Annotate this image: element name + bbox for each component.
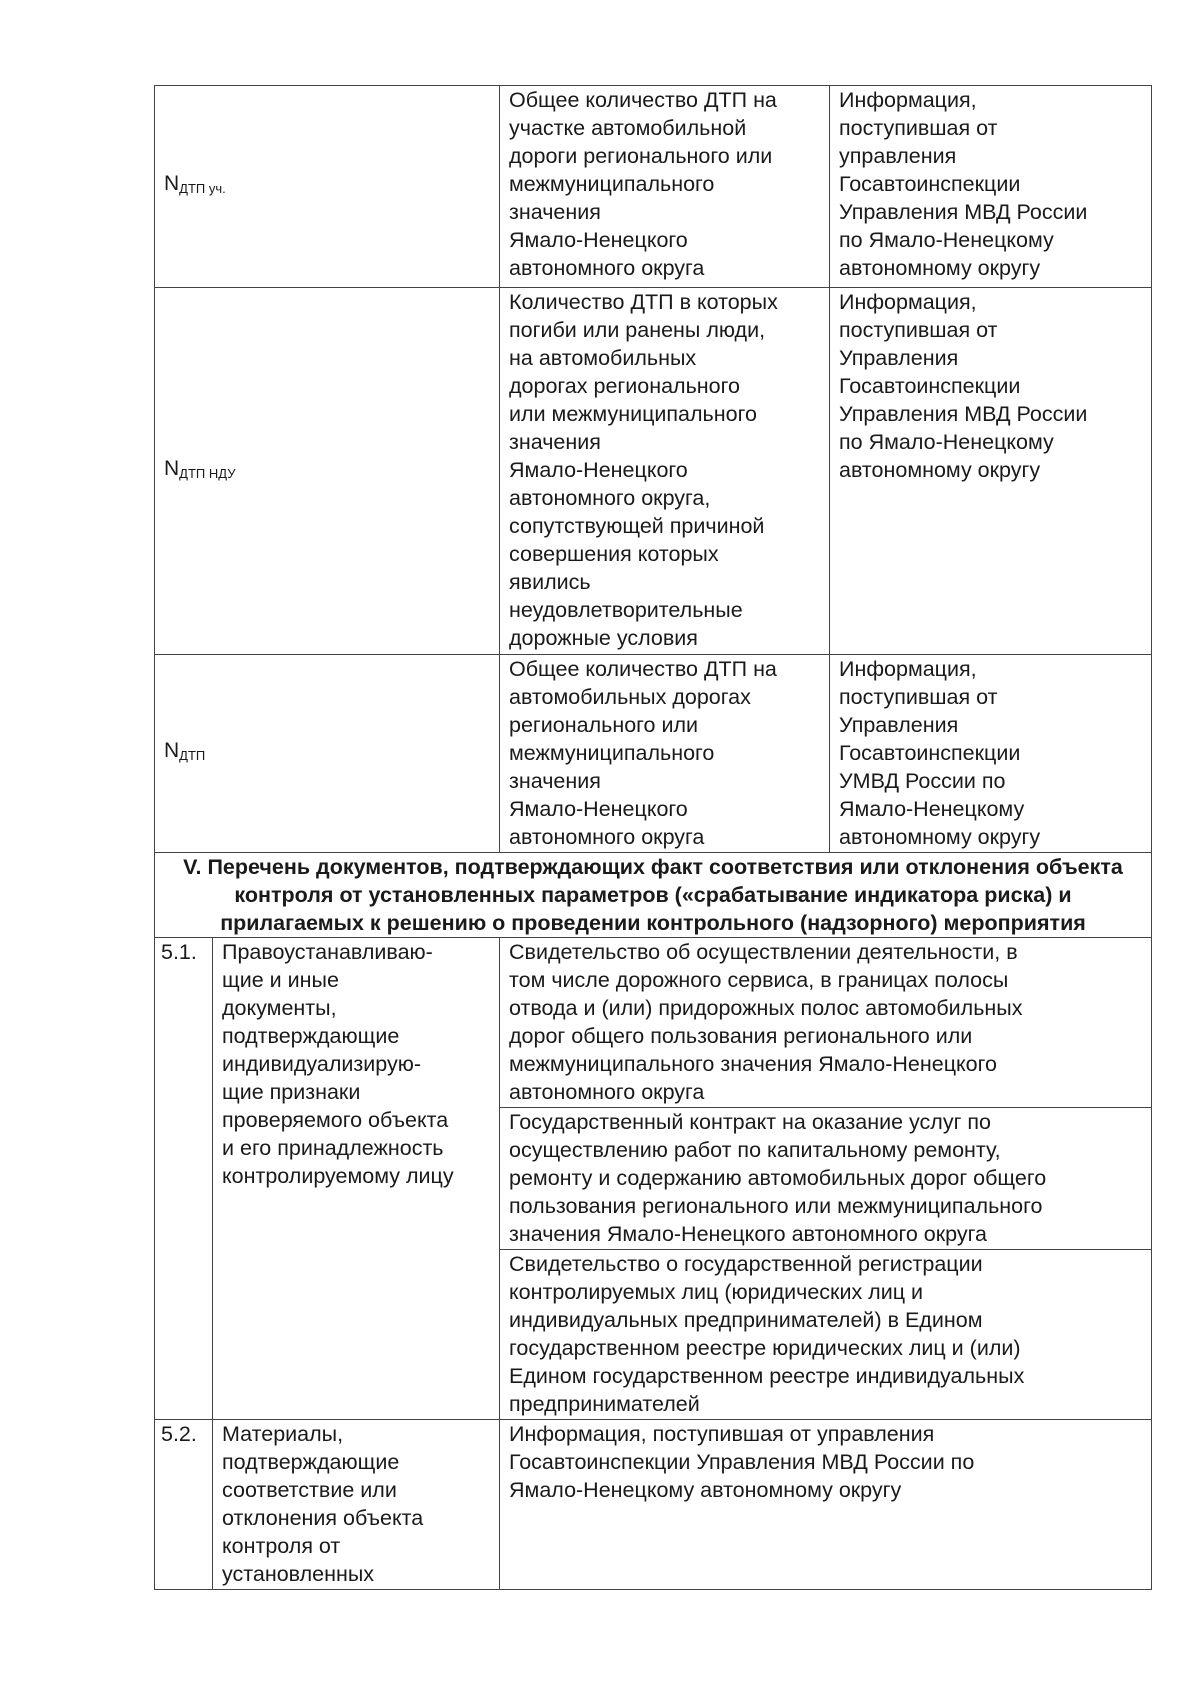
indicator-description: Общее количество ДТП на участке автомобильной дороги регионального или межмуниципального значения Ямало-Ненецкого автономного округа — [500, 86, 830, 288]
indicator-source: Информация, поступившая от Управления Госавтоинспекции УМВД России по Ямало-Ненецкому автономному округу — [830, 655, 1152, 853]
table-row — [155, 86, 1152, 288]
indicators-table — [154, 85, 1152, 1590]
document-cell: Информация, поступившая от управления Госавтоинспекции Управления МВД России по Ямало-Ненецкому автономному округу — [500, 1420, 1152, 1590]
item-number: 5.2. — [155, 1420, 213, 1590]
table-row — [155, 288, 1152, 655]
document-page — [154, 85, 1151, 1590]
document-cell: Государственный контракт на оказание услуг по осуществлению работ по капитальному ремонту, ремонту и содержанию автомобильных дорог общего пользования регионального или межмуниципального значения Ямало-Ненецкого автономного округа — [500, 1108, 1152, 1250]
indicator-description: Количество ДТП в которых погиби или ранены люди, на автомобильных дорогах регионального или межмуниципального значения Ямало-Ненецкого автономного округа, сопутствующей причиной совершения которых явились неудовлетворительные дорожные условия — [500, 288, 830, 655]
indicator-description: Общее количество ДТП на автомобильных дорогах регионального или межмуниципального значения Ямало-Ненецкого автономного округа — [500, 655, 830, 853]
document-cell: Свидетельство о государственной регистрации контролируемых лиц (юридических лиц и индивидуальных предпринимателей) в Едином государственном реестре юридических лиц и (или) Едином государственном реестре индивидуальных предпринимателей — [500, 1250, 1152, 1420]
item-title: Материалы, подтверждающие соответствие или отклонения объекта контроля от установленных — [213, 1420, 500, 1590]
item-number: 5.1. — [155, 938, 213, 1420]
item-title: Правоустанавливаю- щие и иные документы, подтверждающие индивидуализирую- щие признаки проверяемого объекта и его принадлежность контролируемому лицу — [213, 938, 500, 1420]
indicator-symbol: $N_{ДТП НДУ}$ — [155, 288, 500, 655]
table-row — [155, 938, 1152, 1108]
document-cell: Свидетельство об осуществлении деятельности, в том числе дорожного сервиса, в границах полосы отвода и (или) придорожных полос автомобильных дорог общего пользования регионального или межмуниципального значения Ямало-Ненецкого автономного округа — [500, 938, 1152, 1108]
table-row — [155, 1420, 1152, 1590]
section-header-row — [155, 853, 1152, 938]
indicator-symbol: $N_{ДТП}$ — [155, 655, 500, 853]
section-header: V. Перечень документов, подтверждающих факт соответствия или отклонения объекта контроля от установленных параметров («срабатывание индикатора риска) и прилагаемых к решению о проведении контрольного (надзорного) мероприятия — [155, 853, 1152, 938]
table-row — [155, 655, 1152, 853]
indicator-source: Информация, поступившая от Управления Госавтоинспекции Управления МВД России по Ямало-Ненецкому автономному округу — [830, 288, 1152, 655]
indicator-symbol: $N_{ДТП уч.}$ — [155, 86, 500, 288]
indicator-source: Информация, поступившая от управления Госавтоинспекции Управления МВД России по Ямало-Ненецкому автономному округу — [830, 86, 1152, 288]
